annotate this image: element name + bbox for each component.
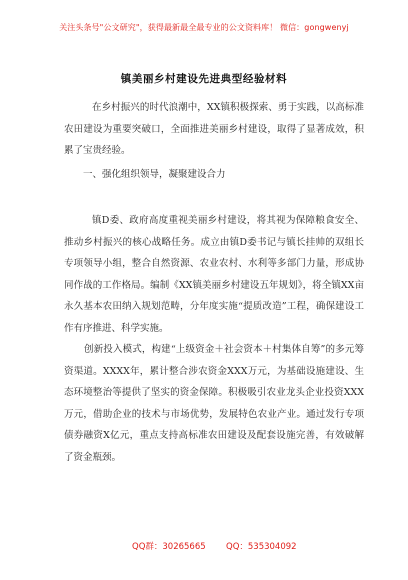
document-title: 镇美丽乡村建设先进典型经验材料	[120, 73, 288, 85]
promo-banner: 关注头条号"公文研究"，获得最新最全最专业的公文资料库！ 微信：gongwenyj	[59, 23, 349, 32]
qq-contact-number: QQ：535304092	[226, 542, 297, 552]
paragraph-funding: 创新投入模式，构建“上级资金＋社会资本＋村集体自筹”的多元筹资渠道。XXXX年，累计整合涉农资金XXX万元，为基础设施建设、生态环境整治等提供了坚实的资金保障。积极吸引农业龙头企业投资XXX万元，借助企业的技术与市场优势，发展特色农业产业。通过发行专项债券融资X亿元，重点支持高标准农田建设及配套设施完善，有效破解了资金瓶颈。	[64, 344, 364, 463]
qq-group-number: QQ群：30265665	[132, 542, 206, 552]
paragraph-leadership: 镇D委、政府高度重视美丽乡村建设，将其视为保障粮食安全、推动乡村振兴的核心战略任务。成立由镇D委书记与镇长挂帅的双组长专项领导小组，整合自然资源、农业农村、水利等多部门力量，形成协同作战的工作格局。编制《XX镇美丽乡村建设五年规划》，将全镇XX亩永久基本农田纳入规划范畴，分年度实施“提质改造”工程，确保建设工作有序推进、科学实施。	[64, 215, 364, 334]
paragraph-intro: 在乡村振兴的时代浪潮中，XX镇积极探索、勇于实践，以高标准农田建设为重要突破口，全面推进美丽乡村建设，取得了显著成效，积累了宝贵经验。	[64, 102, 364, 157]
section-heading: 一、强化组织领导，凝聚建设合力	[83, 169, 226, 180]
